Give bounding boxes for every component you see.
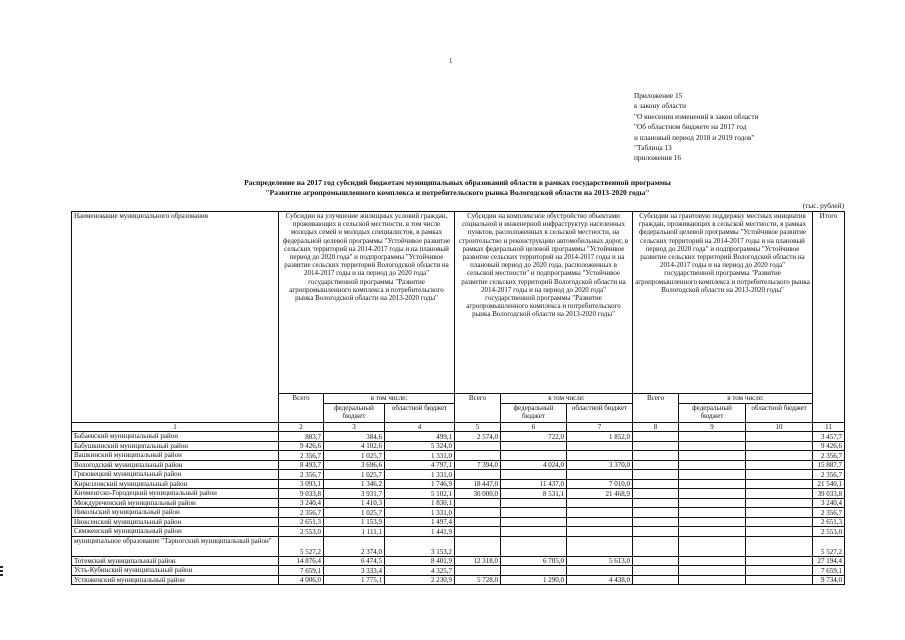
municipality-name: Тотемский муниципальный район: [72, 556, 279, 566]
municipality-name: Никольский муниципальный район: [72, 508, 279, 518]
table-row: [72, 556, 845, 566]
value-cell: 2 651,3: [813, 517, 845, 527]
value-cell: 3 931,7: [324, 489, 385, 499]
value-cell: 3 153,2: [385, 536, 455, 556]
value-cell: 5 613,0: [567, 556, 633, 566]
value-cell: [746, 460, 813, 470]
value-cell: [455, 470, 501, 480]
appendix-line: "О внесении изменений в закон области: [634, 111, 759, 121]
header-group-housing: Субсидии на улучшение жилищных условий граждан, проживающих в сельской местности, в том числе молодых семей и молодых специалистов, в рамках федеральной целевой программы "Устойчивое развитие сельских территорий на 2014-2017 годы и на плановый период до 2020 года" и подпрограммы "Устойчивое развитие сельских территорий Вологодской области на 2014-2017 годы и на период до 2020 года" государственной программы "Развитие агропромышленного комплекса и потребительского рынка Вологодской области на 2013-2020 годы": [279, 212, 455, 394]
header-incl: в том числе:: [679, 394, 813, 404]
column-index-cell: 11: [813, 423, 845, 432]
title-line: "Развитие агропромышленного комплекса и потребительского рынка Вологодской области на 2013-2020 годы": [265, 188, 650, 197]
value-cell: 27 194,4: [813, 556, 845, 566]
value-cell: [679, 441, 746, 451]
header-total: Итого: [813, 212, 845, 423]
header-federal: федеральный бюджет: [324, 404, 385, 423]
value-cell: 5 728,0: [455, 575, 501, 585]
value-cell: [679, 536, 746, 556]
value-cell: 7 010,0: [567, 479, 633, 489]
page-number: 1: [449, 57, 453, 65]
header-regional: областной бюджет: [746, 404, 813, 423]
value-cell: [679, 527, 746, 537]
value-cell: [679, 470, 746, 480]
value-cell: 2 356,7: [279, 508, 324, 518]
value-cell: 3 457,7: [813, 432, 845, 442]
value-cell: [501, 498, 567, 508]
header-regional: областной бюджет: [567, 404, 633, 423]
value-cell: 2 230,9: [385, 575, 455, 585]
header-incl: в том числе:: [501, 394, 633, 404]
value-cell: [633, 451, 679, 461]
value-cell: [633, 432, 679, 442]
value-cell: 1 331,0: [385, 470, 455, 480]
value-cell: [746, 441, 813, 451]
table-row: [72, 479, 845, 489]
value-cell: [679, 556, 746, 566]
column-index-cell: 2: [279, 423, 324, 432]
value-cell: 1 497,4: [385, 517, 455, 527]
value-cell: 5 527,2: [813, 536, 845, 556]
value-cell: [633, 479, 679, 489]
table-row: [72, 527, 845, 537]
units-label: (тыс. рублей): [802, 201, 844, 210]
value-cell: 8 493,7: [279, 460, 324, 470]
appendix-note: [634, 91, 759, 164]
value-cell: 4 325,7: [385, 566, 455, 576]
value-cell: [501, 451, 567, 461]
value-cell: [633, 470, 679, 480]
value-cell: [633, 536, 679, 556]
value-cell: [679, 489, 746, 499]
table-row: [72, 517, 845, 527]
value-cell: 4 102,6: [324, 441, 385, 451]
value-cell: [746, 566, 813, 576]
value-cell: [501, 517, 567, 527]
municipality-name: Кичменгско-Городецкий муниципальный район: [72, 489, 279, 499]
value-cell: [455, 498, 501, 508]
column-index-row: [72, 423, 845, 432]
municipality-name: Вашкинский муниципальный район: [72, 451, 279, 461]
header-federal: федеральный бюджет: [501, 404, 567, 423]
value-cell: 4 024,0: [501, 460, 567, 470]
value-cell: [501, 470, 567, 480]
title-line: Распределение на 2017 год субсидий бюджетам муниципальных образований области в рамках государственной программы: [244, 178, 671, 187]
value-cell: 883,7: [279, 432, 324, 442]
value-cell: 3 093,1: [279, 479, 324, 489]
value-cell: [455, 451, 501, 461]
municipality-name: муниципальное образование "Тарногский муниципальный район": [72, 536, 279, 556]
value-cell: [633, 566, 679, 576]
value-cell: [746, 432, 813, 442]
value-cell: 4 006,0: [279, 575, 324, 585]
table-row: [72, 441, 845, 451]
value-cell: [501, 536, 567, 556]
value-cell: [501, 566, 567, 576]
value-cell: [633, 441, 679, 451]
value-cell: [633, 460, 679, 470]
value-cell: 1 025,7: [324, 508, 385, 518]
value-cell: 2 356,7: [813, 508, 845, 518]
value-cell: 722,0: [501, 432, 567, 442]
value-cell: 9 426,6: [813, 441, 845, 451]
value-cell: [746, 575, 813, 585]
value-cell: [633, 508, 679, 518]
column-index-cell: 7: [567, 423, 633, 432]
header-vsego: Всего: [279, 394, 324, 423]
value-cell: [455, 517, 501, 527]
value-cell: [501, 527, 567, 537]
value-cell: [567, 527, 633, 537]
value-cell: 1 111,1: [324, 527, 385, 537]
value-cell: [633, 575, 679, 585]
value-cell: 499,1: [385, 432, 455, 442]
value-cell: 6 705,0: [501, 556, 567, 566]
value-cell: 3 240,4: [813, 498, 845, 508]
value-cell: [633, 489, 679, 499]
column-index-cell: 5: [455, 423, 501, 432]
value-cell: [567, 451, 633, 461]
value-cell: 1 346,2: [324, 479, 385, 489]
municipality-name: Усть-Кубинский муниципальный район: [72, 566, 279, 576]
value-cell: 2 374,0: [324, 536, 385, 556]
value-cell: 1 830,1: [385, 498, 455, 508]
value-cell: 7 394,0: [455, 460, 501, 470]
header-vsego: Всего: [633, 394, 679, 423]
appendix-line: приложения 16: [634, 153, 682, 163]
value-cell: 2 574,0: [455, 432, 501, 442]
table-row: [72, 451, 845, 461]
header-group-grants: Субсидии на грантовую поддержку местных инициатив граждан, проживающих в сельской местности, в рамках федеральной целевой программы "Устойчивое развитие сельских территорий на 2014-2017 годы и на плановый период до 2020 года" и подпрограммы "Устойчивое развитие сельских территорий Вологодской области на 2014-2017 годы и на период до 2020 года" государственной программы "Развитие агропромышленного комплекса и потребительского рынка Вологодской области на 2013-2020 годы": [633, 212, 813, 394]
value-cell: 1 852,0: [567, 432, 633, 442]
table-row: [72, 498, 845, 508]
value-cell: [455, 566, 501, 576]
value-cell: 2 356,7: [279, 451, 324, 461]
header-group-infrastructure: Субсидии на комплексное обустройство объектами социальной и инженерной инфраструктур населенных пунктов, расположенных в сельской местности, на строительство и реконструкцию автомобильных дорог, в рамках федеральной целевой программы "Устойчивое развитие сельских территорий на 2014-2017 годы и на плановый период до 2020 года, расположенных в сельской местности" и подпрограммы "Устойчивое развитие сельских территорий Вологодской области на 2014-2017 годы и на период до 2020 года" государственной программы "Развитие агропромышленного комплекса и потребительского рынка Вологодской области на 2013-2020 годы": [455, 212, 633, 394]
table-row: [72, 470, 845, 480]
value-cell: 1 153,9: [324, 517, 385, 527]
table-row: [72, 432, 845, 442]
value-cell: 1 746,9: [385, 479, 455, 489]
value-cell: 2 356,7: [813, 470, 845, 480]
column-index-cell: 4: [385, 423, 455, 432]
value-cell: [567, 470, 633, 480]
value-cell: 21 468,9: [567, 489, 633, 499]
value-cell: [679, 498, 746, 508]
value-cell: 21 540,1: [813, 479, 845, 489]
table-row: [72, 489, 845, 499]
municipality-name: Сямженский муниципальный район: [72, 527, 279, 537]
value-cell: 8 401,9: [385, 556, 455, 566]
appendix-line: к закону области: [634, 101, 687, 111]
value-cell: [567, 517, 633, 527]
value-cell: 3 696,6: [324, 460, 385, 470]
value-cell: [679, 575, 746, 585]
value-cell: [746, 479, 813, 489]
municipality-name: Вологодский муниципальный район: [72, 460, 279, 470]
value-cell: [567, 536, 633, 556]
value-cell: [679, 566, 746, 576]
value-cell: [679, 508, 746, 518]
header-regional: областной бюджет: [385, 404, 455, 423]
municipality-name: Грязовецкий муниципальный район: [72, 470, 279, 480]
value-cell: [679, 479, 746, 489]
value-cell: 6 474,5: [324, 556, 385, 566]
header-federal: федеральный бюджет: [679, 404, 746, 423]
municipality-name: Устюженский муниципальный район: [72, 575, 279, 585]
value-cell: 3 370,0: [567, 460, 633, 470]
value-cell: 15 887,7: [813, 460, 845, 470]
value-cell: 4 797,1: [385, 460, 455, 470]
table-row: [72, 536, 845, 556]
value-cell: 7 659,1: [813, 566, 845, 576]
value-cell: 12 318,0: [455, 556, 501, 566]
column-index-cell: 6: [501, 423, 567, 432]
value-cell: 1 290,0: [501, 575, 567, 585]
value-cell: 8 531,1: [501, 489, 567, 499]
value-cell: 1 331,0: [385, 451, 455, 461]
value-cell: [746, 517, 813, 527]
value-cell: [455, 441, 501, 451]
subsidy-table: [71, 211, 845, 585]
value-cell: [567, 498, 633, 508]
value-cell: [679, 517, 746, 527]
header-name: Наименование муниципального образования: [72, 212, 279, 423]
value-cell: 7 659,1: [279, 566, 324, 576]
value-cell: 2 651,3: [279, 517, 324, 527]
value-cell: [746, 451, 813, 461]
value-cell: 30 000,0: [455, 489, 501, 499]
appendix-line: и плановый период 2018 и 2019 годов": [634, 132, 755, 142]
value-cell: 5 102,1: [385, 489, 455, 499]
value-cell: [455, 508, 501, 518]
appendix-line: Приложение 15: [634, 91, 683, 100]
scan-edge-mark: [0, 566, 3, 578]
value-cell: [567, 441, 633, 451]
value-cell: 1 025,7: [324, 451, 385, 461]
column-index-cell: 9: [679, 423, 746, 432]
header-incl: в том числе:: [324, 394, 455, 404]
value-cell: 4 438,0: [567, 575, 633, 585]
value-cell: [746, 536, 813, 556]
municipality-name: Бабушкинский муниципальный район: [72, 441, 279, 451]
appendix-line: "Таблица 13: [634, 143, 672, 153]
table-row: [72, 566, 845, 576]
column-index-cell: 8: [633, 423, 679, 432]
value-cell: [567, 566, 633, 576]
value-cell: [455, 527, 501, 537]
value-cell: [501, 508, 567, 518]
value-cell: 1 441,9: [385, 527, 455, 537]
value-cell: 11 437,0: [501, 479, 567, 489]
value-cell: 1 331,0: [385, 508, 455, 518]
column-index-cell: 1: [72, 423, 279, 432]
municipality-name: Нюксенский муниципальный район: [72, 517, 279, 527]
value-cell: 5 527,2: [279, 536, 324, 556]
value-cell: [679, 460, 746, 470]
column-index-cell: 3: [324, 423, 385, 432]
value-cell: [746, 556, 813, 566]
value-cell: [455, 536, 501, 556]
value-cell: 18 447,0: [455, 479, 501, 489]
value-cell: [746, 498, 813, 508]
value-cell: 2 553,0: [279, 527, 324, 537]
municipality-name: Междуреченский муниципальный район: [72, 498, 279, 508]
value-cell: [501, 441, 567, 451]
value-cell: [633, 556, 679, 566]
table-row: [72, 460, 845, 470]
value-cell: [679, 432, 746, 442]
municipality-name: Кирилловский муниципальный район: [72, 479, 279, 489]
value-cell: [679, 451, 746, 461]
header-vsego: Всего: [455, 394, 501, 423]
value-cell: 2 356,7: [279, 470, 324, 480]
value-cell: 1 025,7: [324, 470, 385, 480]
value-cell: 9 033,8: [279, 489, 324, 499]
value-cell: [633, 498, 679, 508]
value-cell: [746, 508, 813, 518]
value-cell: 3 240,4: [279, 498, 324, 508]
value-cell: 2 553,0: [813, 527, 845, 537]
value-cell: [633, 517, 679, 527]
table-row: [72, 575, 845, 585]
value-cell: 14 876,4: [279, 556, 324, 566]
municipality-name: Бабаевский муниципальный район: [72, 432, 279, 442]
value-cell: [567, 508, 633, 518]
value-cell: [746, 527, 813, 537]
value-cell: [746, 470, 813, 480]
document-title: [70, 178, 845, 198]
column-index-cell: 10: [746, 423, 813, 432]
value-cell: [746, 489, 813, 499]
value-cell: 39 033,8: [813, 489, 845, 499]
value-cell: 1 410,3: [324, 498, 385, 508]
value-cell: [633, 527, 679, 537]
table-row: [72, 508, 845, 518]
appendix-line: "Об областном бюджете на 2017 год: [634, 122, 747, 132]
value-cell: 9 426,6: [279, 441, 324, 451]
value-cell: 384,6: [324, 432, 385, 442]
value-cell: 2 356,7: [813, 451, 845, 461]
value-cell: 9 734,0: [813, 575, 845, 585]
value-cell: 1 775,1: [324, 575, 385, 585]
value-cell: 5 324,0: [385, 441, 455, 451]
value-cell: 3 333,4: [324, 566, 385, 576]
